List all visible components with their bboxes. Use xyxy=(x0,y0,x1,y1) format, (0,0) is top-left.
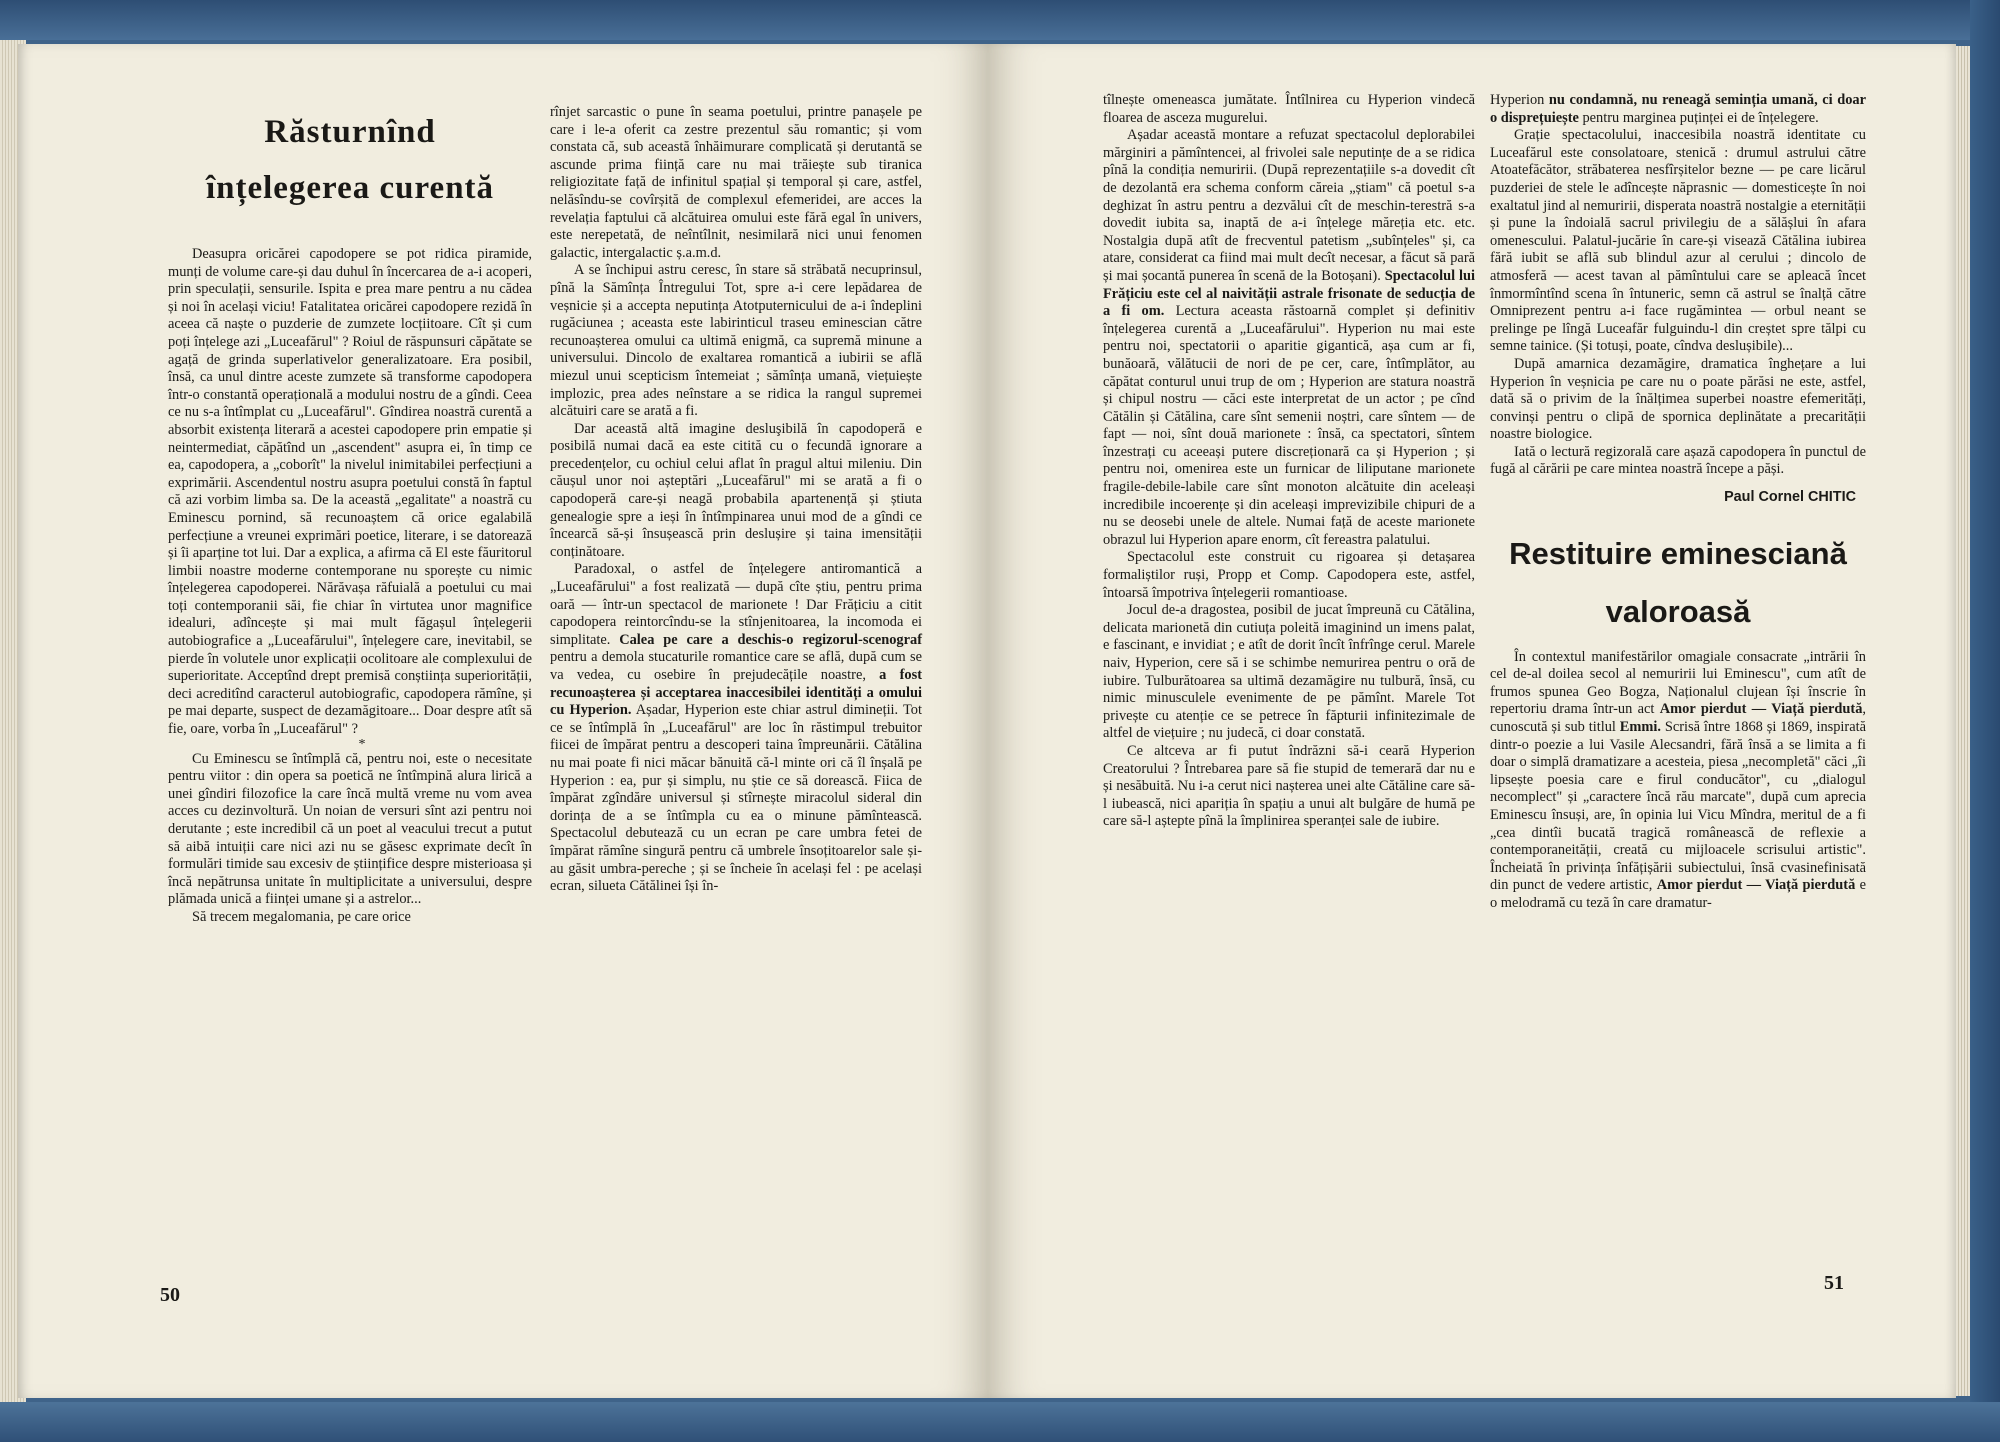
left-column-2 xyxy=(550,104,922,896)
second-article-title-line2: valoroasă xyxy=(1605,593,1751,629)
paragraph xyxy=(550,561,922,895)
right-column-1 xyxy=(1103,92,1475,831)
paragraph: Să trecem megalomania, pe care orice xyxy=(192,908,411,925)
text-run: Așadar, Hyperion este chiar astrul dimineții. Tot ce se întîmplă în „Luceafărul" are loc în răstimpul trebuitor fiicei de împărat pentru a descoperi taina împreunării. Cătălina nu mai poate fi nici măcar bănuită că-l minte ori că îl înșală pe Hyperion : ea, pur și simplu, nu știe ce să dorească. Fiica de împărat zgîndăre universul și stîrnește miracolul sideral din dorința de a se întîmpla cu ea o minune pămîntească. Spectacolul debutează cu un ecran pe care umbra fetei de împărat rămîne singură pentru că umbrele însoțitoarelor sale și-au găsit umbra-pereche ; și se încheie în același fel : pe același ecran, silueta Cătălinei își în- xyxy=(550,702,922,895)
page-edges-right xyxy=(1956,46,1970,1396)
author-signature: Paul Cornel CHITIC xyxy=(1724,489,1856,506)
paragraph: Dar această altă imagine desluşibilă în capodoperă e posibilă numai dacă ea este citită cu o fecundă ignorare a precedențelor, cu ochiul celui aflat în pragul altui mileniu. Din căușul unor noi așteptări „Luceafărul" mi se arată a fi o capodoperă care-și neagă probabila apartenență și știuta genealogie spre a ieși în întîmpinarea unui mod de a gîndi ce încearcă să-și însușească prin deslușire și taina imensității conținătoare. xyxy=(550,420,922,560)
book-cover-top xyxy=(0,0,2000,40)
bold-text-run: Spectacolul lui Frățiciu este cel al naivității astrale frisonate de seducția de a fi om. xyxy=(1103,267,1475,320)
paragraph: Iată o lectură regizorală care așază capodopera în punctul de fugă al cărării pe care mintea noastră începe a păși. xyxy=(1490,443,1866,478)
paragraph xyxy=(1103,127,1475,549)
paragraph: Ce altceva ar fi putut îndrăzni să-i ceară Hyperion Creatorului ? Întrebarea pare să fie stupid de temerară dar nu e și nesăbuită. Nu i-a cerut nici nașterea unei alte Cătăline care să-l iubească, nici apariția în spațiu a unui alt bulgăre de humă pe care să-l aștepte pînă la împlinirea speranței sale de iubire. xyxy=(1103,742,1475,830)
article-title-line2: înțelegerea curentă xyxy=(205,170,495,206)
book-cover-bottom xyxy=(0,1402,2000,1442)
paragraph xyxy=(1490,92,1866,127)
text-run: În contextul manifestărilor omagiale consacrate „intrării în cel de-al doilea secol al nemuririi lui Eminescu", cum atît de frumos spunea Geo Bogza, Naționalul clujean își înscrie în repertoriu drama într-un act xyxy=(1490,648,1866,718)
text-run: Scrisă între 1868 și 1869, inspirată dintr-o poezie a lui Vasile Alecsandri, fără însă a se limita a fi doar o simplă dramatizare a acesteia, piesa „necompletă" căci „îi lipsește poesia care e firul conducător", cu „dialogul necomplect" și „caractere încă rău marcate", după cum aprecia Eminescu însuși, are, în opinia lui Vicu Mîndra, meritul de a fi „cea dintîi bucată tragică românească de reflexie a contemporaneității, creată cu mijloacele scrisului artistic". Încheiată în privința înfățișării subiectului, însă cvasinefinisată din punct de vedere artistic, xyxy=(1490,719,1866,894)
text-run: Hyperion xyxy=(1490,92,1549,108)
right-column-2 xyxy=(1490,92,1866,913)
bold-text-run: Amor pierdut — Viață pierdută xyxy=(1656,877,1856,894)
book-cover-right xyxy=(1970,0,2000,1442)
paragraph: Grație spectacolului, inaccesibila noastră identitate cu Luceafărul este consolatoare, stenică : drumul astrului către Atoatefăcător, străbaterea nesfîrșitelor bezne — pe care licărul puzderiei de stele le adîncește năprasnic — domesticește în noi exaltatul jind al nemuririi, disperata noastră nostalgie a eternității și pune la îndoială sacrul privilegiu de a sălășlui în afara omenescului. Palatul-jucărie în care-și visează Cătălina iubirea fără iubit se află sub blindul azur al cerului ; dincolo de atmosferă — acest tavan al pămîntului care se apleacă încet înmormîntînd scena în întuneric, semn că astrul se înalță către Omniprezent pentru a-i face rugămintea — orbul neant se prelinge pe lîngă Luceafăr fulguindu-l din creștet spre tălpi cu semne tainice. (Și totuși, poate, cîndva deslușibile)... xyxy=(1490,127,1866,355)
bold-text-run: a fost recunoașterea și acceptarea inaccesibilei identități a omului cu Hyperion. xyxy=(550,667,922,719)
text-run: Paradoxal, o astfel de înțelegere antiromantică a „Luceafărului" a fost realizată — după cîte știu, pentru prima oară — într-un spectacol de marionete ! Dar Frățiciu a citit capodopera reintorcîndu-se la stînjenitoarea, la incomoda ei simplitate. xyxy=(550,561,922,648)
left-column-1 xyxy=(168,104,532,927)
paragraph: Jocul de-a dragostea, posibil de jucat împreună cu Cătălina, delicata marionetă din cutiuța poleită imaginind un imens palat, e fascinant, e invidiat ; e atît de dorit încît înfrînge cerul. Marele naiv, Hyperion, cere să i se schimbe nemurirea pentru o oră de iubire. Tulburătoarea sa ultimă dezamăgire nu tulbură, însă, cu nimic minusculele evenimente de pe pămînt. Marele Tot privește cu atenție ce se petrece în făpturii infinitezimale de altfel de viețuire ; nu judecă, ci doar constată. xyxy=(1103,602,1475,742)
text-run: Lectura aceasta răstoarnă complet și definitiv înțelegerea curentă a „Luceafărului". Hyperion nu mai este pentru noi, spectatorii o aparitie gigantică, așa cum ar fi, bunăoară, vălătucii de nori de pe cer, care, întîmplător, au căpătat conturul unui trup de om ; Hyperion are statura noastră și chipul nostru — căci este interpretat de un actor ; pe cînd Cătălin și Cătălina, care sînt semenii noștri, care sîntem — de fapt — noi, sînt două marionete : însă, ca spectatori, sîntem înzestrați cu aceeași putere discreționară ca și Hyperion ; și pentru noi, omenirea este un furnicar de liliputane marionete fragile-debile-labile care sînt monoton alcătuite din aceleași incredibile incoerențe și din aceleași imprevizibile chipuri de a nu se deosebi unele de altele. Numai față de aceste marionete obrazul lui Hyperion apare enorm, cît fereastra palatului. xyxy=(1103,303,1475,548)
section-separator: * xyxy=(358,736,366,752)
page-number: 50 xyxy=(160,1284,180,1306)
bold-text-run: Amor pierdut — Viață pierdută xyxy=(1659,701,1863,718)
paragraph: Spectacolul este construit cu rigoarea și detașarea formaliștilor ruși, Propp et Comp. Capodopera este, astfel, întoarsă împotriva înțelegerii romantioase. xyxy=(1103,549,1475,601)
right-page xyxy=(988,44,1956,1398)
left-page xyxy=(18,44,988,1398)
paragraph: Deasupra oricărei capodopere se pot ridica piramide, munți de volume care-și dau duhul în încercarea de a-i acoperi, prin speculații, sensurile. Ispita e prea mare pentru a nu cădea și noi în același viciu! Fatalitatea oricărei capodopere rezidă în aceea că naște o puzderie de zumzete locțiitoare. Cît și cum poți înțelege azi „Luceafărul" ? Roiul de răspunsuri căpătate se agață de grinda superlativelor generalizatoare. Era posibil, însă, ca unul dintre aceste zumzete să transforme capodopera într-o constantă operațională a modului nostru de a gîndi. Ceea ce nu s-a întîmplat cu „Luceafărul". Gîndirea noastră curentă a absorbit existența literară a acestei capodopere prin empatie și neintermediat, căpătînd un „ascendent" asupra ei, în timp ce ea, capodopera, a „coborît" la nivelul inimitabilei perfecțiuni a exprimării. Ascendentul nostru asupra poetului constă în faptul că azi vorbim limba sa. De la această „egalitate" a noastră cu Eminescu pornind, să recunoaștem că orice egalabilă perfecțiune a vreunei exprimări poetice, literare, i se datorează și îi aparține tot lui. Dar a explica, a afirma că El este făuritorul limbii noastre moderne contemporane nu sporește cu nimic înțelegerea capodoperei. Nărăvașa răfuială a poetului cu mai toți contemporanii săi, fie chiar în virtutea unor magnifice idealuri, adîncește și mai mult făgașul înțelegerii autobiografice a „Luceafărului", înțelegere care, inevitabil, se pierde în volutele unor explicații ocolitoare ale complexului de superioritate. Acceptînd drept premisă conștiința superiorității, deci acreditînd caracterul autobiografic, capodopera rămîne, și pe mai departe, suspect de dezamăgitoare... Doar despre atît să fie, oare, vorba în „Luceafărul" ? xyxy=(168,246,533,738)
paragraph: tîlnește omeneasca jumătate. Întîlnirea cu Hyperion vindecă floarea de asceza mugurelui. xyxy=(1103,92,1475,126)
bold-text-run: Calea pe care a deschis-o regizorul-scenograf xyxy=(619,631,922,648)
text-run: e o melodramă cu teză în care dramatur- xyxy=(1490,877,1866,911)
article-title-line1: Răsturnînd xyxy=(264,114,436,150)
bold-text-run: nu condamnă, nu reneagă semințiа umană, ci doar o disprețuiește xyxy=(1490,92,1867,126)
page-number: 51 xyxy=(1824,1272,1844,1294)
paragraph xyxy=(1490,649,1866,913)
second-article-title-line1: Restituire eminesciană xyxy=(1509,535,1847,571)
bold-text-run: Emmi. xyxy=(1619,719,1661,736)
text-run: pentru marginea puținței ei de înțelegere. xyxy=(1578,109,1819,126)
text-run: Așadar această montare a refuzat spectacolul deplorabilei mărginiri a pămîntencei, al frivolei sale neputințe de a se ridica pînă la condiția nemuririi. (După reprezentațiile s-a dovedit cît de dezolantă era schema conform căreia „știam" că poetul s-a deghizat în astru pentru a dezvălui cît de meschin-terestră s-a dovedit iubita sa, inaptă de a-i înțelege măreția etc. etc. Nostalgia după atît de frecventul patetism „subînțeles" și, ca atare, considerat ca fiind mai mult decît necesar, a făcut să pară și mai șocantă punerea în scenă de la Botoșani). xyxy=(1103,127,1475,284)
text-run: pentru a demola stucaturile romantice care se află, după cum se va vedea, cu osebire în prejudecățile noastre, xyxy=(550,649,922,683)
paragraph: După amarnica dezamăgire, dramatica înghețare a lui Hyperion în veșnicia pe care nu o poate părăsi ne este, astfel, dată să o privim de la înălțimea superbei noastre efemerități, convinși pentru o clipă de spornica deplinătate a precarității noastre biologice. xyxy=(1490,355,1866,443)
paragraph: rînjet sarcastic o pune în seama poetului, printre panașele pe care i le-a oferit ca zestre prezentul său romantic; și vom constata că, sub această înhăimurare complicată și derutantă se ascunde prima ființă care nu mai trăiește sub tiranica religiozitate față de infinitul spațial și temporal și care, astfel, nelăsîndu-se covîrșită de complexul efemeridei, are acces la revelația faptului că alcătuirea omului este fără egal în univers, este nerepetată, de neîntîlnit, nesimilară nici unui fenomen galactic, intergalactic ș.a.m.d. xyxy=(550,104,922,261)
paragraph: Cu Eminescu se întîmplă că, pentru noi, este o necesitate pentru viitor : din opera sa poetică ne întîmpină alura lirică a unei gîndiri filozofice la care încă multă vreme nu vom avea acces cu dezinvoltură. Un noian de versuri sînt azi pentru noi derutante ; este incredibil că un poet al veacului trecut a putut să aibă intuiții care nici azi nu se găsesc exprimate decît în formulări timide sau excesiv de științifice despre misterioasa și încă nepătrunsa unitate în multiplicitate a universului, despre plămada unică a ființei umane și a astrelor... xyxy=(168,750,532,908)
paragraph: A se închipui astru ceresc, în stare să străbată necuprinsul, pînă la Sămînța Întregului Tot, spre a-i cere lepădarea de veșnicie și a accepta neputința Atotputernicului de a-i îndeplini rugăciunea ; aceasta este labirinticul traseu eminescian către recunoașterea omului ca ultimă enigmă, ca supremă minune a universului. Dincolo de exaltarea romantică a iubirii se află miezul unui scepticism întemeiat ; sămînța umană, viețuiește implozic, prea ades neînstare a se ridica la rangul supremei alcătuiri care se arată a fi. xyxy=(550,262,922,420)
text-run: , cunoscută și sub titlul xyxy=(1490,701,1867,736)
